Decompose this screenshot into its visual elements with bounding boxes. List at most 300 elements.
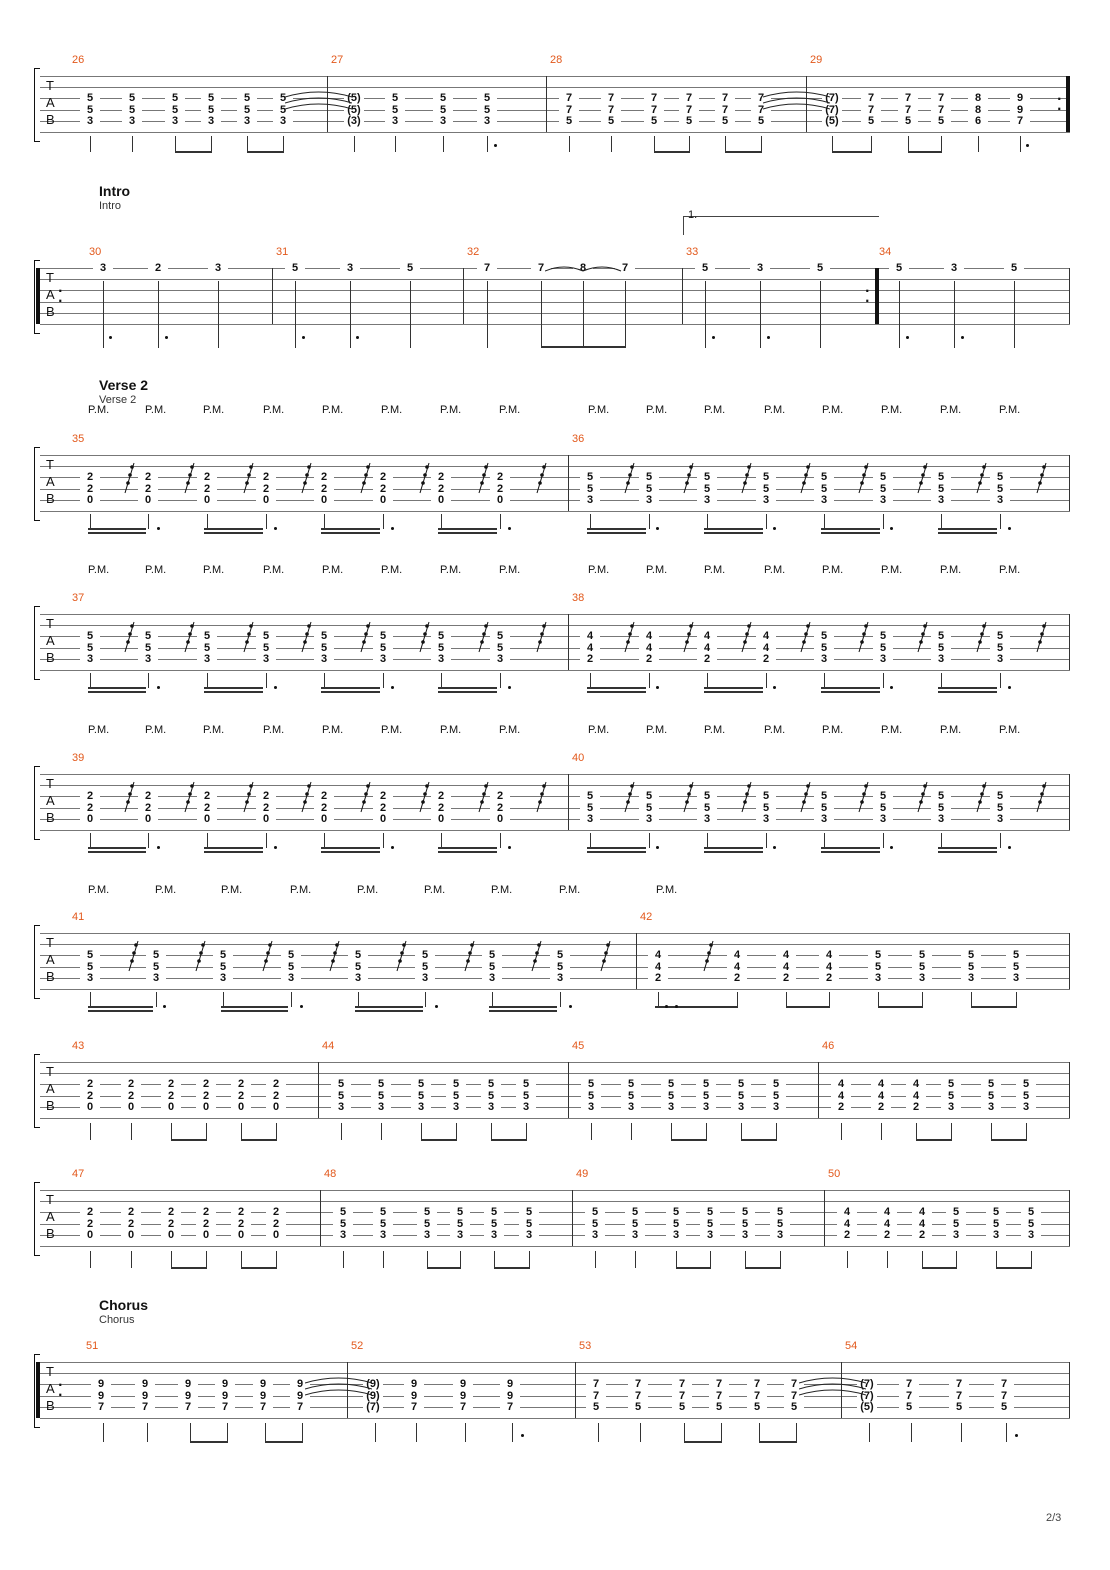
fret-number: 7	[861, 93, 881, 103]
fret-number: 9	[215, 1391, 235, 1401]
fret-number: 5	[273, 105, 293, 115]
fret-number: 5	[990, 791, 1010, 801]
dead-note-strum	[1034, 620, 1048, 656]
fret-number: 5	[672, 1402, 692, 1412]
fret-number: 9	[178, 1379, 198, 1389]
fret-number: 0	[231, 1102, 251, 1112]
fret-number: 3	[625, 1230, 645, 1240]
fret-number: 2	[121, 1219, 141, 1229]
fret-number: 4	[580, 643, 600, 653]
fret-number: 5	[697, 484, 717, 494]
fret-number: 5	[385, 93, 405, 103]
fret-number: 5	[165, 105, 185, 115]
tab-clef-letter: B	[46, 1226, 55, 1241]
fret-number: 4	[877, 1219, 897, 1229]
fret-number: 7	[628, 1379, 648, 1389]
fret-number: 7	[644, 105, 664, 115]
note-beam	[704, 687, 763, 689]
barline	[1069, 1062, 1070, 1118]
fret-number: 5	[481, 1091, 501, 1101]
fret-number: 2	[197, 791, 217, 801]
note-stem	[951, 1123, 952, 1140]
palm-mute-label: P.M.	[499, 564, 521, 576]
fret-number: 7	[861, 105, 881, 115]
fret-number: 4	[776, 950, 796, 960]
repeat-start-bar	[36, 1362, 40, 1418]
rhythm-dot	[961, 336, 964, 339]
dead-note-strum	[974, 461, 988, 497]
note-stem	[227, 1423, 228, 1442]
note-stem	[829, 992, 830, 1007]
fret-number: 5	[941, 1091, 961, 1101]
barline	[318, 1062, 319, 1118]
palm-mute-label: P.M.	[764, 564, 786, 576]
fret-number: 5	[756, 484, 776, 494]
note-stem	[847, 1251, 848, 1268]
fret-number: 7	[253, 1402, 273, 1412]
section-subtitle: Intro	[99, 200, 122, 212]
fret-number: 3	[990, 495, 1010, 505]
fret-number: 5	[868, 950, 888, 960]
fret-number: 5	[697, 791, 717, 801]
fret-number: 4	[639, 643, 659, 653]
fret-number: 3	[208, 263, 228, 273]
note-stem	[625, 281, 626, 348]
tab-staff	[40, 911, 1070, 989]
fret-number: 2	[314, 484, 334, 494]
palm-mute-label: P.M.	[881, 724, 903, 736]
note-stem	[103, 281, 104, 348]
fret-number: 5	[868, 962, 888, 972]
fret-number: 5	[700, 1219, 720, 1229]
palm-mute-label: P.M.	[499, 724, 521, 736]
fret-number: 3	[165, 116, 185, 126]
palm-mute-label: P.M.	[940, 404, 962, 416]
fret-number: 5	[450, 1219, 470, 1229]
fret-number: 5	[122, 105, 142, 115]
note-stem	[841, 1123, 842, 1140]
fret-number: 5	[446, 1091, 466, 1101]
note-beam	[438, 528, 497, 530]
fret-number: 7	[715, 93, 735, 103]
fret-number: 2	[314, 803, 334, 813]
note-beam	[88, 847, 146, 849]
tab-clef-letter: B	[46, 1098, 55, 1113]
note-beam	[171, 1139, 207, 1141]
fret-number: 7	[601, 105, 621, 115]
fret-number: 4	[727, 950, 747, 960]
palm-mute-label: P.M.	[940, 564, 962, 576]
fret-number: 7	[709, 1379, 729, 1389]
fret-number: 7	[559, 93, 579, 103]
note-stem	[295, 281, 296, 348]
note-stem	[676, 1251, 677, 1268]
note-stem	[961, 1423, 962, 1442]
fret-number: 5	[314, 643, 334, 653]
note-stem	[265, 1423, 266, 1442]
note-stem	[954, 281, 955, 348]
tab-clef-letter: B	[46, 810, 55, 825]
barline	[568, 1062, 569, 1118]
note-beam	[583, 346, 626, 348]
fret-number: 5	[628, 1402, 648, 1412]
rhythm-dot	[435, 1005, 438, 1008]
staff-line	[40, 500, 1070, 501]
note-beam	[704, 691, 763, 693]
dead-note-strum	[915, 780, 929, 816]
fret-number: 7	[898, 93, 918, 103]
fret-number: 5	[861, 116, 881, 126]
note-stem	[175, 136, 176, 152]
fret-number: 9	[453, 1379, 473, 1389]
note-stem	[500, 673, 501, 688]
fret-number: 3	[256, 654, 276, 664]
note-stem	[383, 673, 384, 688]
fret-number: 5	[625, 1207, 645, 1217]
fret-number: 2	[121, 1079, 141, 1089]
fret-number: 2	[231, 1219, 251, 1229]
fret-number: 2	[80, 472, 100, 482]
note-beam	[88, 1006, 153, 1008]
fret-number: (7)	[822, 105, 842, 115]
measure-number: 54	[845, 1340, 858, 1352]
note-stem	[90, 1123, 91, 1140]
fret-number: 3	[314, 654, 334, 664]
staff-line	[40, 774, 1070, 775]
note-stem	[207, 514, 208, 529]
fret-number: 5	[899, 1402, 919, 1412]
fret-number: 3	[756, 495, 776, 505]
palm-mute-label: P.M.	[704, 404, 726, 416]
fret-number: 3	[373, 654, 393, 664]
fret-number: 0	[80, 1230, 100, 1240]
tab-clef-letter: B	[46, 650, 55, 665]
note-stem	[207, 833, 208, 848]
fret-number: 5	[146, 950, 166, 960]
fret-number: 2	[196, 1091, 216, 1101]
fret-number: 4	[756, 631, 776, 641]
note-stem	[766, 514, 767, 529]
fret-number: 3	[93, 263, 113, 273]
note-beam	[759, 1441, 797, 1443]
dead-note-strum	[622, 780, 636, 816]
rhythm-dot	[656, 527, 659, 530]
note-stem	[460, 1251, 461, 1268]
fret-number: 7	[531, 263, 551, 273]
note-stem	[500, 833, 501, 848]
rhythm-dot	[656, 846, 659, 849]
note-stem	[383, 514, 384, 529]
palm-mute-label: P.M.	[381, 724, 403, 736]
fret-number: 0	[197, 814, 217, 824]
measure-number: 30	[89, 246, 102, 258]
note-stem	[491, 1123, 492, 1140]
note-stem	[131, 1251, 132, 1268]
fret-number: 5	[348, 962, 368, 972]
note-stem	[158, 281, 159, 348]
dead-note-strum	[358, 780, 372, 816]
note-beam	[996, 1267, 1032, 1269]
fret-number: 2	[490, 803, 510, 813]
measure-number: 48	[324, 1168, 337, 1180]
note-stem	[358, 992, 359, 1007]
palm-mute-label: P.M.	[656, 884, 678, 896]
fret-number: 0	[138, 814, 158, 824]
fret-number: 5	[751, 116, 771, 126]
rhythm-dot	[773, 686, 776, 689]
fret-number: 5	[333, 1207, 353, 1217]
fret-number: 5	[696, 1091, 716, 1101]
note-stem	[276, 1251, 277, 1268]
fret-number: 7	[586, 1379, 606, 1389]
fret-number: (9)	[363, 1379, 383, 1389]
fret-number: 9	[1010, 93, 1030, 103]
fret-number: 5	[433, 93, 453, 103]
dead-note-strum	[534, 461, 548, 497]
fret-number: 5	[931, 116, 951, 126]
fret-number: 2	[138, 791, 158, 801]
fret-number: 5	[814, 791, 834, 801]
fret-number: 5	[696, 1079, 716, 1089]
rhythm-dot	[508, 686, 511, 689]
fret-number: 5	[873, 631, 893, 641]
dead-note-strum	[182, 620, 196, 656]
note-stem	[131, 1123, 132, 1140]
tab-clef-letter: B	[46, 304, 55, 319]
fret-number: 2	[231, 1079, 251, 1089]
palm-mute-label: P.M.	[322, 724, 344, 736]
fret-number: 3	[415, 973, 435, 983]
measure-number: 36	[572, 433, 585, 445]
tab-clef-letter: A	[46, 1081, 55, 1096]
slur-arc	[545, 260, 623, 279]
fret-number: 5	[373, 631, 393, 641]
note-stem	[441, 833, 442, 848]
fret-number: 9	[404, 1391, 424, 1401]
note-stem	[90, 833, 91, 848]
note-beam	[938, 528, 997, 530]
repeat-end-bar	[875, 268, 879, 324]
fret-number: 3	[490, 654, 510, 664]
fret-number: 7	[615, 263, 635, 273]
note-beam	[938, 691, 997, 693]
fret-number: 7	[1010, 116, 1030, 126]
fret-number: 7	[500, 1402, 520, 1412]
palm-mute-label: P.M.	[440, 724, 462, 736]
fret-number: 5	[281, 962, 301, 972]
rhythm-dot	[767, 336, 770, 339]
note-beam	[321, 847, 380, 849]
barline	[463, 268, 464, 324]
rhythm-dot	[1008, 527, 1011, 530]
note-beam	[922, 1267, 957, 1269]
fret-number: (7)	[363, 1402, 383, 1412]
fret-number: 2	[831, 1102, 851, 1112]
fret-number: 2	[431, 484, 451, 494]
fret-number: 4	[580, 631, 600, 641]
note-stem	[705, 281, 706, 348]
measure-number: 39	[72, 752, 85, 764]
note-stem	[132, 136, 133, 152]
note-beam	[821, 691, 880, 693]
fret-number: 2	[266, 1091, 286, 1101]
fret-number: 5	[273, 93, 293, 103]
fret-number: 3	[446, 1102, 466, 1112]
fret-number: 2	[161, 1207, 181, 1217]
tab-clef-letter: T	[46, 270, 54, 285]
note-stem	[911, 1423, 912, 1442]
note-beam	[204, 532, 263, 534]
fret-number: 5	[981, 1079, 1001, 1089]
fret-number: 3	[484, 1230, 504, 1240]
rhythm-dot	[890, 846, 893, 849]
fret-number: 3	[516, 1102, 536, 1112]
measure-number: 46	[822, 1040, 835, 1052]
tab-staff	[40, 54, 1070, 132]
rhythm-dot	[157, 846, 160, 849]
note-beam	[204, 691, 263, 693]
fret-number: 2	[373, 803, 393, 813]
fret-number: 0	[490, 814, 510, 824]
fret-number: 3	[700, 1230, 720, 1240]
note-beam	[587, 847, 646, 849]
note-stem	[1026, 1123, 1027, 1140]
fret-number: 5	[481, 1079, 501, 1089]
rhythm-dot	[391, 686, 394, 689]
rhythm-dot	[165, 336, 168, 339]
dead-note-strum	[974, 780, 988, 816]
fret-number: 7	[715, 105, 735, 115]
repeat-end-bar	[1066, 76, 1070, 132]
staff-line	[40, 1362, 1070, 1363]
dead-note-strum	[476, 620, 490, 656]
fret-number: 3	[931, 495, 951, 505]
note-stem	[266, 833, 267, 848]
rhythm-dot	[521, 1434, 524, 1437]
fret-number: 5	[661, 1079, 681, 1089]
note-stem	[500, 514, 501, 529]
fret-number: 3	[482, 973, 502, 983]
palm-mute-label: P.M.	[704, 564, 726, 576]
note-beam	[821, 528, 880, 530]
tab-staff	[40, 1040, 1070, 1118]
palm-mute-label: P.M.	[322, 564, 344, 576]
fret-number: 3	[1016, 1102, 1036, 1112]
note-stem	[761, 136, 762, 152]
fret-number: 3	[873, 814, 893, 824]
fret-number: 5	[433, 105, 453, 115]
dead-note-strum	[241, 461, 255, 497]
palm-mute-label: P.M.	[822, 564, 844, 576]
rhythm-dot	[109, 336, 112, 339]
measure-number: 44	[322, 1040, 335, 1052]
rhythm-dot	[1008, 686, 1011, 689]
note-beam	[88, 691, 146, 693]
fret-number: 7	[784, 1379, 804, 1389]
fret-number: 9	[290, 1379, 310, 1389]
fret-number: 4	[648, 950, 668, 960]
fret-number: 7	[784, 1391, 804, 1401]
staff-bracket	[34, 68, 40, 142]
dead-note-strum	[681, 620, 695, 656]
fret-number: 5	[138, 643, 158, 653]
fret-number: 7	[477, 263, 497, 273]
note-beam	[355, 1010, 423, 1012]
tab-clef-letter: B	[46, 112, 55, 127]
rhythm-dot	[773, 846, 776, 849]
fret-number: 5	[400, 263, 420, 273]
measure-number: 35	[72, 433, 85, 445]
note-stem	[441, 514, 442, 529]
tab-clef-letter: T	[46, 457, 54, 472]
palm-mute-label: P.M.	[881, 404, 903, 416]
fret-number: 3	[696, 1102, 716, 1112]
staff-line	[40, 614, 1070, 615]
note-beam	[204, 847, 263, 849]
palm-mute-label: P.M.	[203, 724, 225, 736]
note-stem	[90, 673, 91, 688]
palm-mute-label: P.M.	[704, 724, 726, 736]
note-stem	[291, 992, 292, 1007]
fret-number: 3	[814, 495, 834, 505]
fret-number: 5	[331, 1079, 351, 1089]
note-beam	[741, 1139, 777, 1141]
dead-note-strum	[299, 461, 313, 497]
note-stem	[171, 1251, 172, 1268]
fret-number: 9	[453, 1391, 473, 1401]
fret-number: 0	[266, 1230, 286, 1240]
dead-note-strum	[476, 461, 490, 497]
note-stem	[541, 281, 542, 348]
note-beam	[991, 1139, 1027, 1141]
fret-number: 3	[348, 973, 368, 983]
rhythm-dot	[890, 527, 893, 530]
palm-mute-label: P.M.	[263, 404, 285, 416]
fret-number: 7	[931, 105, 951, 115]
staff-line	[40, 1246, 1070, 1247]
fret-number: 5	[256, 631, 276, 641]
note-stem	[90, 514, 91, 529]
fret-number: 5	[873, 484, 893, 494]
note-stem	[190, 1423, 191, 1442]
palm-mute-label: P.M.	[940, 724, 962, 736]
fret-number: 5	[601, 116, 621, 126]
measure-number: 34	[879, 246, 892, 258]
fret-number: 5	[931, 631, 951, 641]
fret-number: 3	[944, 263, 964, 273]
note-beam	[676, 1267, 711, 1269]
dead-note-strum	[1034, 780, 1048, 816]
note-stem	[725, 136, 726, 152]
rhythm-dot	[1015, 1434, 1018, 1437]
palm-mute-label: P.M.	[88, 724, 110, 736]
dead-note-strum	[534, 780, 548, 816]
note-beam	[704, 851, 763, 853]
barline	[568, 455, 569, 511]
fret-number: 3	[756, 814, 776, 824]
fret-number: 4	[776, 962, 796, 972]
note-stem	[658, 992, 659, 1007]
fret-number: 2	[314, 791, 334, 801]
palm-mute-label: P.M.	[588, 564, 610, 576]
palm-mute-label: P.M.	[646, 724, 668, 736]
fret-number: 5	[446, 1079, 466, 1089]
fret-number: 3	[941, 1102, 961, 1112]
fret-number: 5	[281, 950, 301, 960]
fret-number: 5	[213, 962, 233, 972]
fret-number: 4	[912, 1207, 932, 1217]
fret-number: 5	[700, 1207, 720, 1217]
